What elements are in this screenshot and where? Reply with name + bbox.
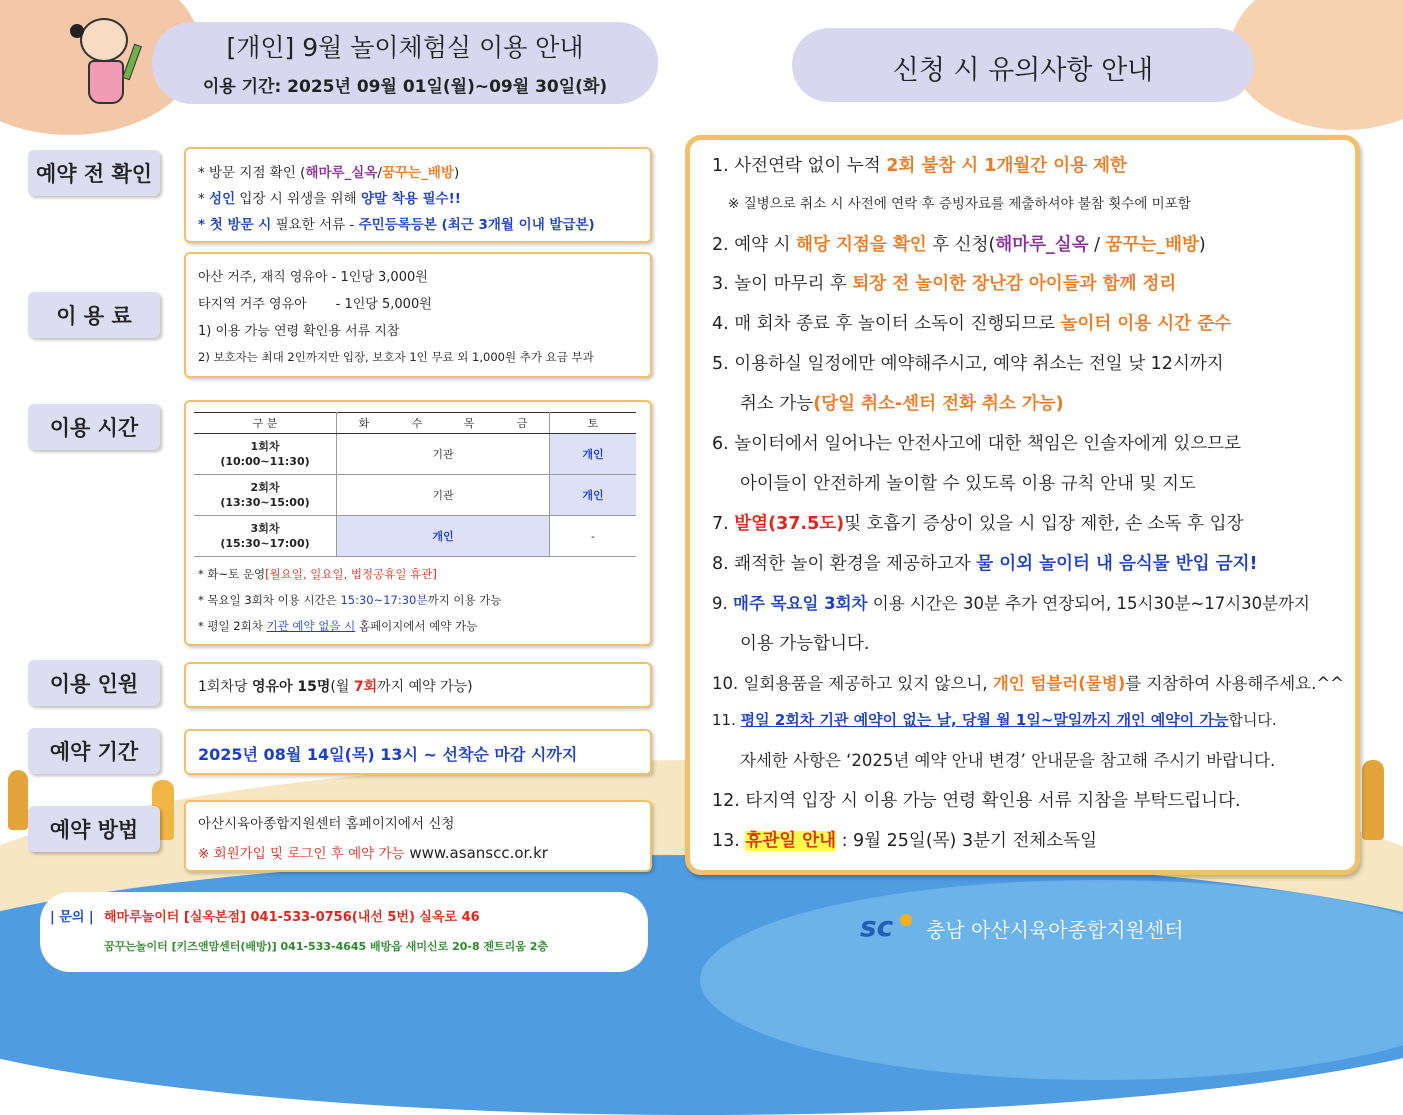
org-logo xyxy=(860,910,918,944)
label-fee: 이 용 료 xyxy=(28,292,160,338)
confirm-box xyxy=(184,147,652,243)
method-box xyxy=(184,800,652,872)
child-illustration xyxy=(70,14,150,104)
fee-line-1: 아산 거주, 재직 영유아 - 1인당 3,000원 xyxy=(198,270,428,285)
logo-mark: sc xyxy=(860,910,894,943)
notice-item-6: 6. 놀이터에서 일어나는 안전사고에 대한 책임은 인솔자에게 있으므로 xyxy=(712,434,1241,454)
fee-box xyxy=(184,252,652,378)
notice-item-9: 9. 매주 목요일 3회차 이용 시간은 30분 추가 연장되어, 15시30분~17시30분까지 xyxy=(712,594,1310,613)
notice-title: 신청 시 유의사항 안내 xyxy=(892,55,1154,86)
fee-line-2: 타지역 거주 영유아 - 1인당 5,000원 xyxy=(198,297,432,312)
time-table xyxy=(194,412,636,557)
notice-item-6-cont: 아이들이 안전하게 놀이할 수 있도록 이용 규칙 안내 및 지도 xyxy=(740,474,1196,494)
time-note-1: * 화~토 운영[월요일, 일요일, 법정공휴일 휴관] xyxy=(198,567,437,581)
top-right-sand-blob xyxy=(1230,0,1403,130)
fee-line-3: 1) 이용 가능 연령 확인용 서류 지참 xyxy=(198,324,400,339)
session-cell: 2회차 (13:30~15:00) xyxy=(194,475,337,516)
header-pill xyxy=(152,22,658,104)
notice-item-3: 3. 놀이 마무리 후 퇴장 전 놀이한 장난감 아이들과 함께 정리 xyxy=(712,274,1177,294)
th-thu: 목 xyxy=(443,413,495,434)
contact-line-1: 해마루놀이터 [실옥본점] 041-533-0756(내선 5번) 실옥로 46 xyxy=(104,910,480,925)
th-tue: 화 xyxy=(337,413,391,434)
confirm-line-3: * 첫 방문 시 필요한 서류 - 주민등록등본 (최근 3개월 이내 발급본) xyxy=(198,217,595,233)
sat-cell: - xyxy=(550,516,637,557)
logo-dot-icon xyxy=(900,914,912,926)
page-title: [개인] 9월 놀이체험실 이용 안내 xyxy=(226,33,584,62)
tree-right xyxy=(1362,760,1384,840)
child-hair-bow xyxy=(70,24,84,38)
session-cell: 3회차 (15:30~17:00) xyxy=(194,516,337,557)
session-cell: 1회차 (10:00~11:30) xyxy=(194,434,337,475)
booking-period-box xyxy=(184,729,652,775)
sat-cell: 개인 xyxy=(550,434,637,475)
people-box xyxy=(184,662,652,708)
confirm-line-1: * 방문 지점 확인 (해마루_실옥/꿈꾸는_배방) xyxy=(198,165,460,181)
label-booking-period: 예약 기간 xyxy=(28,728,160,774)
notice-item-1: 1. 사전연락 없이 누적 2회 불참 시 1개월간 이용 제한 xyxy=(712,156,1127,176)
weekday-cell: 기관 xyxy=(337,475,550,516)
time-box xyxy=(184,400,652,646)
notice-item-13: 13. 휴관일 안내 : 9월 25일(목) 3분기 전체소독일 xyxy=(712,831,1097,851)
notice-item-9-cont: 이용 가능합니다. xyxy=(740,634,870,654)
th-wed: 수 xyxy=(391,413,443,434)
label-confirm: 예약 전 확인 xyxy=(28,150,160,196)
table-row xyxy=(194,516,636,557)
notice-item-12: 12. 타지역 입장 시 이용 가능 연령 확인용 서류 지참을 부탁드립니다. xyxy=(712,791,1241,811)
th-category: 구 분 xyxy=(194,413,337,434)
weekday-cell: 개인 xyxy=(337,516,550,557)
label-time: 이용 시간 xyxy=(28,404,160,450)
contact-line-2: 꿈꾸는놀이터 [키즈앤맘센터(배방)] 041-533-4645 배방읍 새미신로 20-8 젠트리움 2층 xyxy=(104,940,549,953)
booking-period-text: 2025년 08월 14일(목) 13시 ~ 선착순 마감 시까지 xyxy=(198,745,578,764)
table-row xyxy=(194,434,636,475)
website-link[interactable]: www.asanscc.or.kr xyxy=(404,844,548,862)
contact-label: | 문의 | xyxy=(50,910,94,925)
sat-cell: 개인 xyxy=(550,475,637,516)
contact-box xyxy=(40,892,648,972)
notice-item-5-cont: 취소 가능(당일 취소-센터 전화 취소 가능) xyxy=(740,394,1064,414)
notice-item-4: 4. 매 회차 종료 후 놀이터 소독이 진행되므로 놀이터 이용 시간 준수 xyxy=(712,314,1232,334)
time-note-3: * 평일 2회차 기관 예약 없을 시 홈페이지에서 예약 가능 xyxy=(198,619,478,633)
fee-line-4: 2) 보호자는 최대 2인까지만 입장, 보호자 1인 무료 외 1,000원 추가 요금 부과 xyxy=(198,350,594,364)
label-method: 예약 방법 xyxy=(28,806,160,852)
usage-period: 이용 기간: 2025년 09월 01일(월)~09월 30일(화) xyxy=(202,77,608,97)
notice-item-10: 10. 일회용품을 제공하고 있지 않으니, 개인 텀블러(물병)를 지참하여 사용해주세요.^^ xyxy=(712,674,1344,693)
org-name: 충남 아산시육아종합지원센터 xyxy=(926,918,1184,942)
notice-title-pill xyxy=(792,28,1254,102)
method-line-2: ※ 회원가입 및 로그인 후 예약 가능 www.asanscc.or.kr xyxy=(198,844,548,862)
tree-left xyxy=(8,770,28,830)
th-fri: 금 xyxy=(495,413,549,434)
weekday-cell: 기관 xyxy=(337,434,550,475)
child-body xyxy=(88,60,124,104)
notice-item-5: 5. 이용하실 일정에만 예약해주시고, 예약 취소는 전일 낮 12시까지 xyxy=(712,354,1224,374)
time-note-2: * 목요일 3회차 이용 시간은 15:30~17:30분까지 이용 가능 xyxy=(198,593,502,607)
notice-item-2: 2. 예약 시 해당 지점을 확인 후 신청(해마루_실옥 / 꿈꾸는_배방) xyxy=(712,235,1206,255)
notice-item-11-cont: 자세한 사항은 ‘2025년 예약 안내 변경’ 안내문을 참고해 주시기 바랍니다. xyxy=(740,751,1276,770)
notice-item-11: 11. 평일 2회차 기관 예약이 없는 날, 당월 월 1일~말일까지 개인 예약이 가능합니다. xyxy=(712,711,1277,729)
notice-item-1-sub: ※ 질병으로 취소 시 사전에 연락 후 증빙자료를 제출하셔야 불참 횟수에 미포함 xyxy=(728,196,1191,212)
method-line-1: 아산시육아종합지원센터 홈페이지에서 신청 xyxy=(198,816,455,832)
confirm-line-2: * 성인 입장 시 위생을 위해 양말 착용 필수!! xyxy=(198,191,461,207)
th-sat: 토 xyxy=(550,413,637,434)
notice-item-7: 7. 발열(37.5도)및 호흡기 증상이 있을 시 입장 제한, 손 소독 후 입장 xyxy=(712,514,1244,534)
child-head xyxy=(80,18,128,62)
notice-item-8: 8. 쾌적한 놀이 환경을 제공하고자 물 이외 놀이터 내 음식물 반입 금지! xyxy=(712,554,1258,574)
time-table-header xyxy=(194,413,636,434)
people-text: 1회차당 영유아 15명(월 7회까지 예약 가능) xyxy=(198,679,473,695)
table-row xyxy=(194,475,636,516)
label-people: 이용 인원 xyxy=(28,660,160,706)
